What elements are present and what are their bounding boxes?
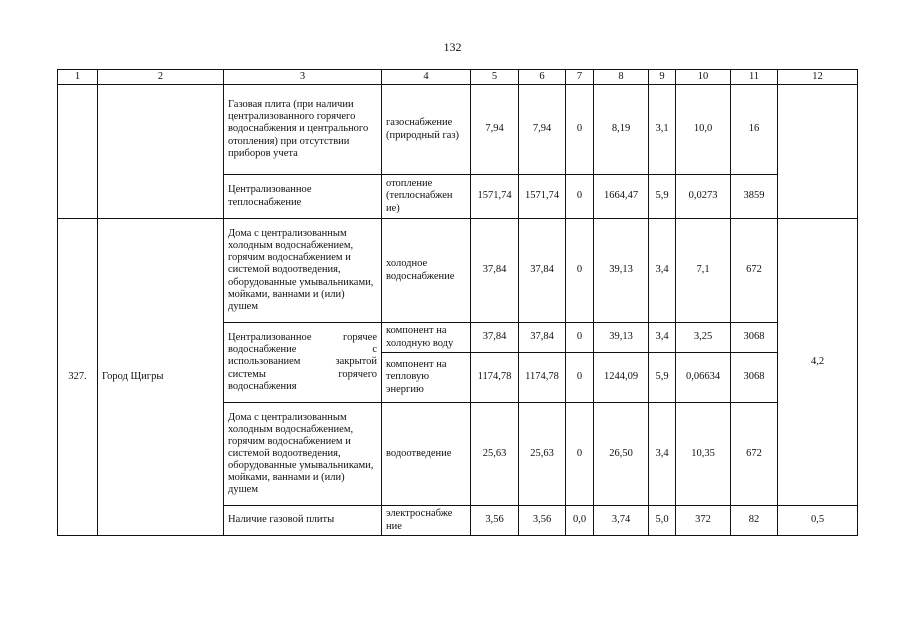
value-cell: 82 [731,506,778,536]
value-cell: 10,35 [676,403,731,506]
value-cell: 3,74 [594,506,649,536]
utility-type: электроснабже ние [382,506,471,536]
value-cell: 1244,09 [594,353,649,403]
utility-type: отопление (теплоснабжен ие) [382,175,471,219]
value-cell: 25,63 [519,403,566,506]
service-description: Дома с централизованным холодным водоснабжением, горячим водоснабжением и системой водоотведения, оборудованные умывальниками, мойками, ваннами и (или) душем [224,403,382,506]
header-cell: 2 [98,70,224,85]
settlement-cell [98,85,224,219]
value-cell: 5,9 [649,353,676,403]
value-cell: 37,84 [471,219,519,323]
value-cell: 0,0273 [676,175,731,219]
header-cell: 4 [382,70,471,85]
header-cell: 3 [224,70,382,85]
page-number: 132 [443,40,462,54]
value-cell: 25,63 [471,403,519,506]
header-cell: 8 [594,70,649,85]
value-cell: 3,4 [649,323,676,353]
value-cell: 372 [676,506,731,536]
value-cell: 10,0 [676,85,731,175]
value-cell: 0 [566,403,594,506]
row-number-cell [58,85,98,219]
value-cell: 8,19 [594,85,649,175]
utility-type: газоснабжение (природный газ) [382,85,471,175]
utility-type: компонент на холодную воду [382,323,471,353]
value-cell: 16 [731,85,778,175]
value-cell: 3068 [731,353,778,403]
value-cell: 0,5 [778,506,858,536]
value-cell: 4,2 [778,219,858,506]
value-cell: 37,84 [471,323,519,353]
value-cell: 5,9 [649,175,676,219]
header-cell: 5 [471,70,519,85]
value-cell: 39,13 [594,323,649,353]
value-cell: 0,06634 [676,353,731,403]
service-description: Газовая плита (при наличии централизованного горячего водоснабжения и центрального отопления) при отсутствии приборов учета [224,85,382,175]
value-cell: 3,4 [649,403,676,506]
header-cell: 11 [731,70,778,85]
value-cell: 0,0 [566,506,594,536]
value-cell: 3,1 [649,85,676,175]
value-cell: 0 [566,175,594,219]
value-cell: 7,94 [471,85,519,175]
utility-type: холодное водоснабжение [382,219,471,323]
value-cell: 26,50 [594,403,649,506]
value-cell: 37,84 [519,219,566,323]
value-cell: 5,0 [649,506,676,536]
value-cell: 672 [731,403,778,506]
value-cell: 1174,78 [471,353,519,403]
value-cell: 0 [566,323,594,353]
service-description: Централизованное теплоснабжение [224,175,382,219]
header-cell: 7 [566,70,594,85]
header-cell: 12 [778,70,858,85]
value-cell: 0 [566,353,594,403]
service-description: Дома с централизованным холодным водоснабжением, горячим водоснабжением и системой водоотведения, оборудованные умывальниками, мойками, ваннами и (или) душем [224,219,382,323]
utility-type: водоотведение [382,403,471,506]
value-cell: 3859 [731,175,778,219]
header-cell: 6 [519,70,566,85]
value-cell: 3,25 [676,323,731,353]
value-cell: 7,1 [676,219,731,323]
value-cell [778,85,858,219]
value-cell: 1571,74 [471,175,519,219]
value-cell: 37,84 [519,323,566,353]
value-cell: 1174,78 [519,353,566,403]
header-cell: 9 [649,70,676,85]
header-cell: 1 [58,70,98,85]
value-cell: 3,56 [471,506,519,536]
tariff-table [57,69,858,536]
value-cell: 3,4 [649,219,676,323]
table-row [58,85,858,175]
row-number-cell: 327. [58,219,98,536]
value-cell: 0 [566,219,594,323]
value-cell: 1664,47 [594,175,649,219]
value-cell: 1571,74 [519,175,566,219]
service-description: Централизованное горячее водоснабжение с использованием закрытой системы горячего водоснабжения [224,323,382,403]
value-cell: 672 [731,219,778,323]
value-cell: 39,13 [594,219,649,323]
service-description: Наличие газовой плиты [224,506,382,536]
value-cell: 3,56 [519,506,566,536]
value-cell: 0 [566,85,594,175]
value-cell: 3068 [731,323,778,353]
settlement-cell: Город Щигры [98,219,224,536]
utility-type: компонент на тепловую энергию [382,353,471,403]
value-cell: 7,94 [519,85,566,175]
header-cell: 10 [676,70,731,85]
table-row [58,219,858,323]
header-row [58,70,858,85]
